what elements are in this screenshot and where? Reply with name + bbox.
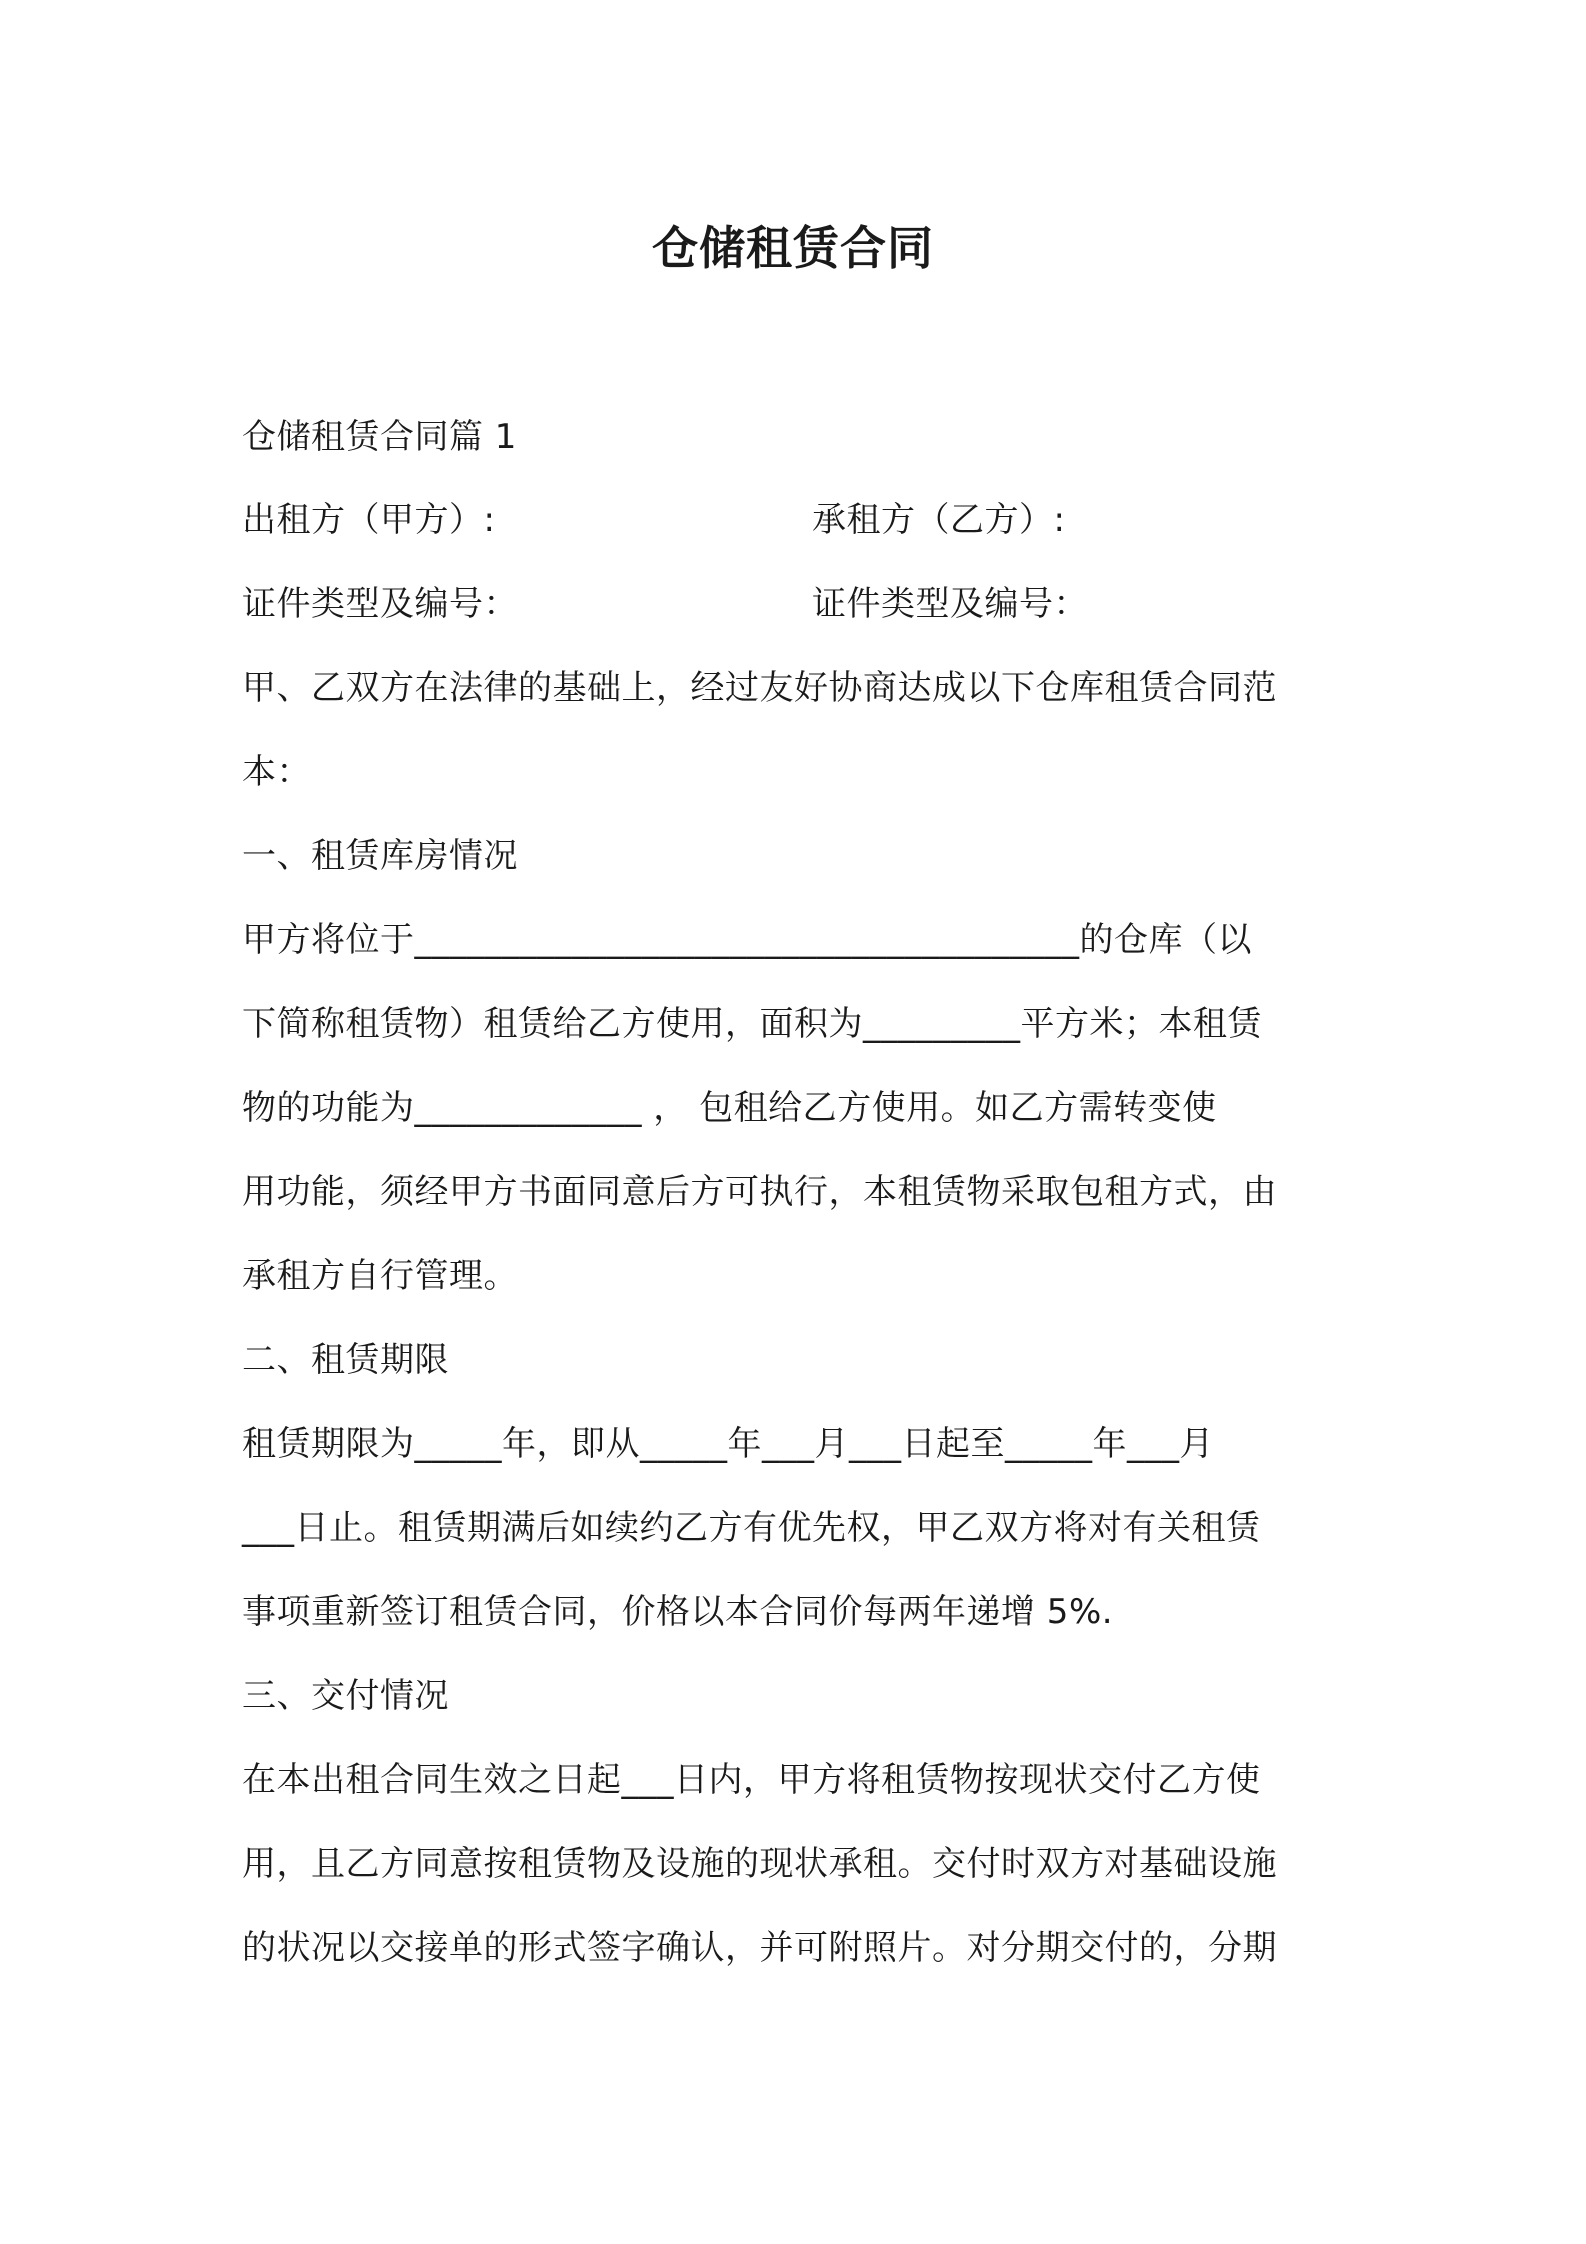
paragraph-line: 在本出租合同生效之日起___日内，甲方将租赁物按现状交付乙方使 xyxy=(242,1760,1261,1800)
paragraph-line: 物的功能为_____________ ， 包租给乙方使用。如乙方需转变使 xyxy=(242,1088,1217,1128)
paragraph-line: 下简称租赁物）租赁给乙方使用，面积为_________平方米；本租赁 xyxy=(242,1004,1262,1044)
paragraph-line: 事项重新签订租赁合同，价格以本合同价每两年递增 5%. xyxy=(242,1592,1114,1632)
party-row xyxy=(242,498,1362,542)
document-title: 仓储租赁合同 xyxy=(652,221,934,275)
id-row xyxy=(242,582,1362,626)
paragraph-line: 甲方将位于______________________________________的仓库（以 xyxy=(242,920,1252,960)
paragraph-line: ___日止。租赁期满后如续约乙方有优先权，甲乙双方将对有关租赁 xyxy=(242,1508,1261,1548)
section-heading: 三、交付情况 xyxy=(242,1676,449,1716)
paragraph-line: 的状况以交接单的形式签字确认，并可附照片。对分期交付的，分期 xyxy=(242,1928,1277,1968)
paragraph-line: 租赁期限为_____年，即从_____年___月___日起至_____年___月 xyxy=(242,1424,1214,1464)
paragraph-line: 本： xyxy=(242,752,311,792)
lessee-label: 承租方（乙方）: xyxy=(812,500,1066,540)
lessor-label: 出租方（甲方）: xyxy=(242,500,496,540)
section-heading: 二、租赁期限 xyxy=(242,1340,449,1380)
paragraph-line: 承租方自行管理。 xyxy=(242,1256,518,1296)
lessor-id-label: 证件类型及编号： xyxy=(242,584,518,624)
lessee-id-label: 证件类型及编号： xyxy=(812,584,1088,624)
paragraph-line: 用，且乙方同意按租赁物及设施的现状承租。交付时双方对基础设施 xyxy=(242,1844,1277,1884)
paragraph-line: 用功能，须经甲方书面同意后方可执行，本租赁物采取包租方式，由 xyxy=(242,1172,1277,1212)
section-heading: 一、租赁库房情况 xyxy=(242,836,518,876)
paragraph-line: 甲、乙双方在法律的基础上，经过友好协商达成以下仓库租赁合同范 xyxy=(242,668,1277,708)
section-subtitle: 仓储租赁合同篇 1 xyxy=(242,417,517,457)
